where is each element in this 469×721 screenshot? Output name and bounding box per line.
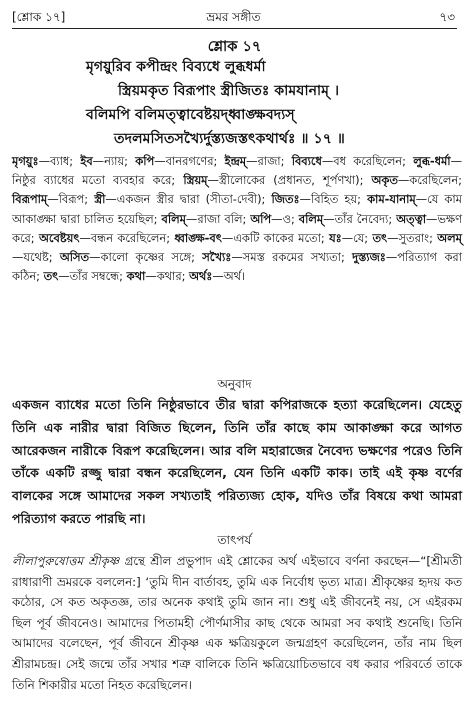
synonym-meaning: —বিহিত হয়; [299,192,368,207]
synonym-word: বলিম্ [298,211,324,226]
verse-title: শ্লোক ১৭ [207,39,262,55]
translation-text: একজন ব্যাধের মতো তিনি নিষ্ঠুরভাবে তীর দ্বারা কপিরাজকে হত্যা করেছিলেন। যেহেতু তিনি এক নারীর দ্বারা বিজিত ছিলেন, তিনি তাঁর কাছে কাম আকাঙ্ক্ষা করে আগত আরেকজন নারীকে বিরূপ করেছিলেন। আর বলি মহারাজের নৈবেদ্য ভক্ষণের পরেও তিনি তাঁকে একটি রজ্জু দ্বারা বন্ধন করেছিলেন, যেন তিনি একটি কাক। তাই এই কৃষ্ণ বর্ণের বালকের সঙ্গে আমাদের সকল সখ্যতাই পরিত্যজ্য হোক, যদিও তাঁর বিষয়ে কথা আমরা পরিত্যাগ করতে পারছি না। [12,397,462,526]
synonym-word: অর্থঃ [189,269,213,284]
synonym-meaning: —ভক্ষণ করে; [12,211,463,245]
synonym-meaning: —যথেষ্ট; [12,250,60,265]
purport-body: গ্রন্থে শ্রীল প্রভুপাদ এই শ্লোকের অর্থ এইভাবে বর্ণনা করছেন—“[শ্রীমতী রাধারাণী ভ্রমরকে বললেন:] ‘তুমি দীন বার্তাবহ, তুমি এক নির্বোধ ভৃত্য মাত্র। শ্রীকৃষ্ণের হৃদয় কত কঠোর, সে কত অকৃতজ্ঞ, তার অনেক কথাই তুমি জান না। শুধু এই জীবনেই নয়, সে এইরকম ছিল পূর্ব জীবনেও। আমাদের পিতামহী পৌর্ণমাসীর কাছ থেকে আমরা সব কথাই শুনেছি। তিনি আমাদের বলেছেন, পূর্ব জীবনে শ্রীকৃষ্ণ এক ক্ষত্রিয়কুলে জন্মগ্রহণ করেছিলেন, তাঁর নাম ছিল শ্রীরামচন্দ্র। সেই জন্মে তাঁর সখার শত্রু বালিকে তিনি ক্ষত্রিয়োচিতভাবে বধ করার পরিবর্তে তাকে তিনি শিকারীর মতো নিহত করেছিলেন। [12,554,462,692]
synonym-meaning: —বন্ধন করেছিলেন; [79,230,175,245]
synonym-meaning: —অর্থ। [212,269,246,284]
synonym-meaning: —সমস্ত রকমের সখ্যতা; [231,250,353,265]
synonym-meaning: —স্ত্রীলোকের (প্রধানত, শূর্পণখা); [207,173,372,188]
page-number: ৭৩ [439,10,455,24]
synonym-meaning: —নিষ্ঠুর ব্যাধের মতো ব্যবহার করে; [12,154,462,188]
synonym-meaning: —সুতরাং; [387,230,438,245]
synonym-word: স্ত্রী [94,192,106,207]
synonym-meaning: —কালো কৃষ্ণের সঙ্গে; [89,250,203,265]
verse-line: বলিমপি বলিমত্ত্বাবেষ্টয়দ্ধ্বাঙ্ক্ষবদ্যস্ [86,107,295,123]
verse-line: তদলমসিতসখ্যৈর্দুস্ত্যজস্তৎকথার্থঃ ॥ ১৭ ॥ [114,131,345,147]
synonym-word: স্ত্রিয়ম্ [183,173,208,188]
synonym-meaning: —একটি কাকের মতো; [221,230,330,245]
synonym-meaning: —করেছিলেন; [397,173,462,188]
synonym-word: ইব [80,154,93,168]
synonym-word: যঃ [329,230,342,245]
synonym-meaning: —রাজা; [246,154,292,168]
synonym-word: কথা [126,269,146,284]
synonym-meaning: —বানরগণের; [154,154,225,168]
synonym-word: বিব্যধে [291,154,322,168]
page-header [12,9,455,27]
synonym-word: ধ্বাঙ্ক্ষ-বৎ [174,230,222,245]
synonym-word: বলিম্ [161,211,186,226]
synonym-word: অপি [250,211,272,226]
synonym-meaning: —বধ করেছিলেন; [321,154,414,168]
synonym-word: বিরূপাম্ [12,192,48,207]
verse-reference: [শ্লোক ১৭] [12,10,66,24]
purport-text [12,551,462,695]
synonym-word: ইন্দ্রম্ [224,154,247,168]
synonym-word: জিতঃ [271,192,300,207]
verse-line: স্ত্রিয়মকৃত বিরূপাং স্ত্রীজিতঃ কামযানাম্ । [118,83,340,99]
synonym-word: সখ্যৈঃ [202,250,232,265]
translation-heading: অনুবাদ [217,377,252,391]
purport-book-title: লীলাপুরুষোত্তম শ্রীকৃষ্ণ [12,554,120,568]
synonym-meaning: —ন্যায়; [92,154,136,168]
purport-heading: তাৎপর্য [217,533,252,547]
synonym-word: অত্ত্বা [396,211,427,226]
synonym-word: অলম্ [437,230,462,245]
synonym-word: কপি [135,154,155,168]
synonym-word: অবেষ্টয়ৎ [39,230,80,245]
synonym-meaning: —একজন স্ত্রীর দ্বারা (সীতা-দেবী); [105,192,272,207]
synonym-word: তৎ [43,269,59,284]
synonym-meaning: —কথার; [145,269,190,284]
verse-line: মৃগয়ুরিব কপীন্দ্রং বিব্যধে লুব্ধধর্মা [86,59,266,75]
synonym-meaning: —ও; [271,211,299,226]
synonym-meaning: —তাঁর নৈবেদ্য; [323,211,397,226]
synonym-word: দুস্ত্যজঃ [352,250,386,265]
synonym-meaning: —বিরূপ; [47,192,95,207]
word-for-word-synonyms [12,152,462,286]
synonym-word: তৎ [372,230,388,245]
chapter-title: ভ্রমর সঙ্গীত [206,10,261,24]
synonym-meaning: —রাজা বলি; [185,211,251,226]
synonym-meaning: —তাঁর সম্বন্ধে; [58,269,127,284]
synonym-word: মৃগয়ুঃ [12,154,39,168]
synonym-word: লুব্ধ-ধর্মা [413,154,451,168]
synonym-word: অসিত [59,250,90,265]
synonym-meaning: —যে কাম আকাঙ্ক্ষা দ্বারা চালিত হয়েছিল; [12,192,462,226]
synonym-meaning: —পরিত্যাগ করা কঠিন; [12,250,462,284]
synonym-word: অকৃত [371,173,398,188]
synonym-word: কাম-যানাম্ [367,192,416,207]
synonym-meaning: —যে; [341,230,373,245]
header-rule [12,28,457,29]
synonym-meaning: —ব্যাধ; [38,154,81,168]
